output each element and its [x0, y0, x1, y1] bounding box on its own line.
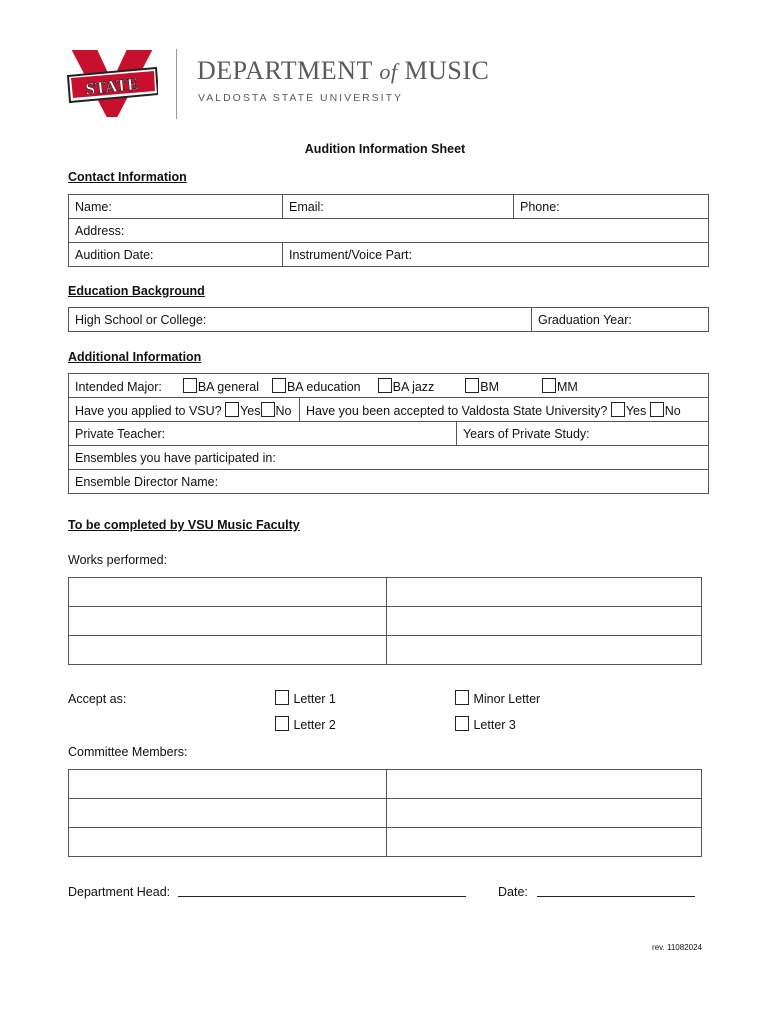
dept-head-row: [68, 884, 466, 899]
accept-as-label: Accept as:: [68, 692, 127, 706]
major-ba-general-checkbox[interactable]: [183, 378, 197, 393]
phone-field[interactable]: Phone:: [514, 195, 709, 219]
header-divider: [176, 49, 177, 119]
letter3-option: Letter 3: [455, 716, 516, 732]
page-title: Audition Information Sheet: [304, 142, 466, 156]
education-heading: Education Background: [68, 284, 205, 298]
accepted-vsu-cell: Have you been accepted to Valdosta State University? Yes No: [300, 398, 709, 422]
instrument-field[interactable]: Instrument/Voice Part:: [283, 243, 709, 267]
committee-cell[interactable]: [69, 799, 387, 828]
revision-note: rev. 11082024: [652, 943, 702, 952]
major-mm-checkbox[interactable]: [542, 378, 556, 393]
letter1-checkbox[interactable]: [275, 690, 289, 705]
ensembles-field[interactable]: Ensembles you have participated in:: [69, 446, 709, 470]
letter2-option: Letter 2: [275, 716, 336, 732]
contact-heading: Contact Information: [68, 170, 187, 184]
major-bm-checkbox[interactable]: [465, 378, 479, 393]
applied-yes-checkbox[interactable]: [225, 402, 239, 417]
intended-major-row: Intended Major: BA general BA education BA jazz BM MM: [69, 374, 709, 398]
letter2-checkbox[interactable]: [275, 716, 289, 731]
years-study-field[interactable]: Years of Private Study:: [456, 422, 708, 446]
works-cell[interactable]: [387, 636, 702, 665]
minor-letter-checkbox[interactable]: [455, 690, 469, 705]
minor-letter-option: Minor Letter: [455, 690, 540, 706]
date-line[interactable]: [537, 884, 695, 897]
works-cell[interactable]: [387, 578, 702, 607]
letter3-checkbox[interactable]: [455, 716, 469, 731]
email-field[interactable]: Email:: [283, 195, 514, 219]
grad-year-field[interactable]: Graduation Year:: [532, 308, 709, 332]
additional-heading: Additional Information: [68, 350, 202, 364]
vsu-logo: [66, 46, 158, 122]
date-label: Date:: [498, 885, 528, 899]
works-cell[interactable]: [69, 607, 387, 636]
department-name: DEPARTMENT of MUSIC: [197, 56, 490, 85]
address-field[interactable]: Address:: [69, 219, 709, 243]
works-cell[interactable]: [69, 636, 387, 665]
works-cell[interactable]: [69, 578, 387, 607]
faculty-heading: To be completed by VSU Music Faculty: [68, 518, 300, 532]
dept-head-signature-line[interactable]: [178, 884, 466, 897]
committee-cell[interactable]: [387, 770, 702, 799]
committee-cell[interactable]: [387, 799, 702, 828]
accepted-no-checkbox[interactable]: [650, 402, 664, 417]
university-name: VALDOSTA STATE UNIVERSITY: [198, 92, 404, 104]
major-ba-jazz-checkbox[interactable]: [378, 378, 392, 393]
intended-major-label: Intended Major:: [75, 379, 162, 394]
works-label: Works performed:: [68, 553, 168, 567]
accepted-yes-checkbox[interactable]: [611, 402, 625, 417]
contact-table: [68, 194, 709, 267]
major-ba-education-checkbox[interactable]: [272, 378, 286, 393]
works-cell[interactable]: [387, 607, 702, 636]
committee-label: Committee Members:: [68, 745, 188, 759]
audition-date-field[interactable]: Audition Date:: [69, 243, 283, 267]
director-field[interactable]: Ensemble Director Name:: [69, 470, 709, 494]
school-field[interactable]: High School or College:: [69, 308, 532, 332]
works-table: [68, 577, 702, 665]
private-teacher-field[interactable]: Private Teacher:: [69, 422, 457, 446]
committee-cell[interactable]: [387, 828, 702, 857]
education-table: [68, 307, 709, 332]
committee-cell[interactable]: [69, 770, 387, 799]
name-field[interactable]: Name:: [69, 195, 283, 219]
applied-no-checkbox[interactable]: [261, 402, 275, 417]
committee-cell[interactable]: [69, 828, 387, 857]
applied-vsu-cell: Have you applied to VSU? Yes No: [69, 398, 300, 422]
svg-text:STATE: STATE: [84, 74, 140, 99]
additional-table: [68, 373, 709, 494]
committee-table: [68, 769, 702, 857]
dept-head-label: Department Head:: [68, 885, 171, 899]
date-row: [498, 884, 695, 899]
letter1-option: Letter 1: [275, 690, 336, 706]
